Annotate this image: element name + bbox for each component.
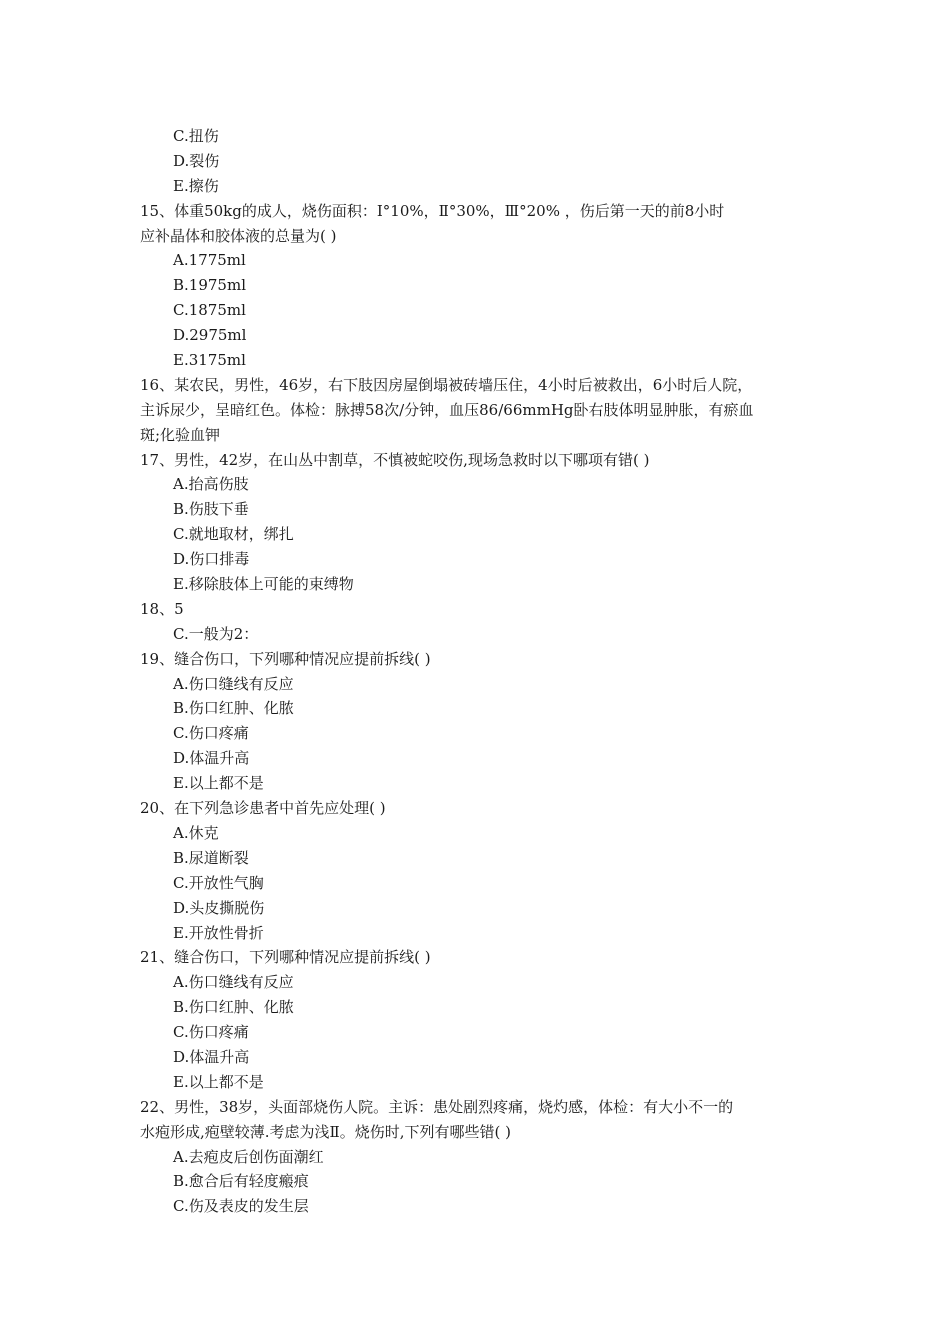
answer-option: B.伤肢下垂 [173,500,249,519]
question-text: 16、某农民，男性，46岁，右下肢因房屋倒塌被砖墙压住，4小时后被救出，6小时后人院， [140,375,753,394]
answer-option: D.体温升高 [173,1047,250,1066]
answer-option: A.伤口缝线有反应 [173,973,294,992]
answer-option: A.伤口缝线有反应 [173,674,294,693]
question-text: 应补晶体和胶体液的总量为( ) [140,226,337,245]
question-text: 15、体重50kg的成人，烧伤面积：Ⅰ°10%，Ⅱ°30%，Ⅲ°20% ，伤后第一天的前8小时 [140,201,725,220]
answer-option: E.以上都不是 [173,774,264,793]
answer-option: B.尿道断裂 [173,848,249,867]
answer-option: C.一般为2： [173,624,259,643]
answer-option: D.裂伤 [173,151,220,170]
answer-option: A.抬高伤肢 [173,475,249,494]
answer-option: C.就地取材，绑扎 [173,525,294,544]
question-text: 20、在下列急诊患者中首先应处理( ) [140,799,386,818]
answer-option: D.头皮撕脱伤 [173,898,265,917]
answer-option: E.开放性骨折 [173,923,264,942]
answer-option: A.去疱皮后创伤面潮红 [173,1147,324,1166]
answer-option: E.擦伤 [173,176,219,195]
answer-option: B.伤口红肿、化脓 [173,699,294,718]
answer-option: B.1975ml [173,276,246,295]
question-text: 主诉尿少，呈暗红色。体检：脉搏58次/分钟，血压86/66mmHg卧右肢体明显肿胀，有瘀血 [140,400,754,419]
answer-option: C.1875ml [173,301,246,320]
answer-option: C.伤口疼痛 [173,724,249,743]
question-text: 18、5 [140,599,184,618]
answer-option: A.休克 [173,823,219,842]
question-text: 22、男性，38岁，头面部烧伤人院。主诉：患处剧烈疼痛，烧灼感，体检：有大小不一的 [140,1097,734,1116]
answer-option: E.以上都不是 [173,1072,264,1091]
answer-option: D.2975ml [173,326,247,345]
answer-option: C.扭伤 [173,127,219,145]
answer-option: C.伤及表皮的发生层 [173,1197,309,1216]
answer-option: C.开放性气胸 [173,873,264,892]
answer-option: D.体温升高 [173,749,250,768]
question-text: 19、缝合伤口，下列哪种情况应提前拆线( ) [140,649,431,668]
question-text: 17、男性，42岁，在山丛中割草，不慎被蛇咬伤,现场急救时以下哪项有错( ) [140,450,650,469]
answer-option: C.伤口疼痛 [173,1023,249,1042]
answer-option: E.3175ml [173,351,246,370]
question-text: 21、缝合伤口，下列哪种情况应提前拆线( ) [140,948,431,967]
answer-option: A.1775ml [173,251,246,270]
answer-option: E.移除肢体上可能的束缚物 [173,575,354,594]
answer-option: B.伤口红肿、化脓 [173,998,294,1017]
answer-option: B.愈合后有轻度瘢痕 [173,1172,309,1191]
question-text: 斑;化验血钾 [140,425,221,444]
question-text: 水疱形成,疱壁较薄.考虑为浅Ⅱ。烧伤时,下列有哪些错( ) [140,1122,511,1141]
question-list [140,124,820,1219]
answer-option: D.伤口排毒 [173,550,250,569]
